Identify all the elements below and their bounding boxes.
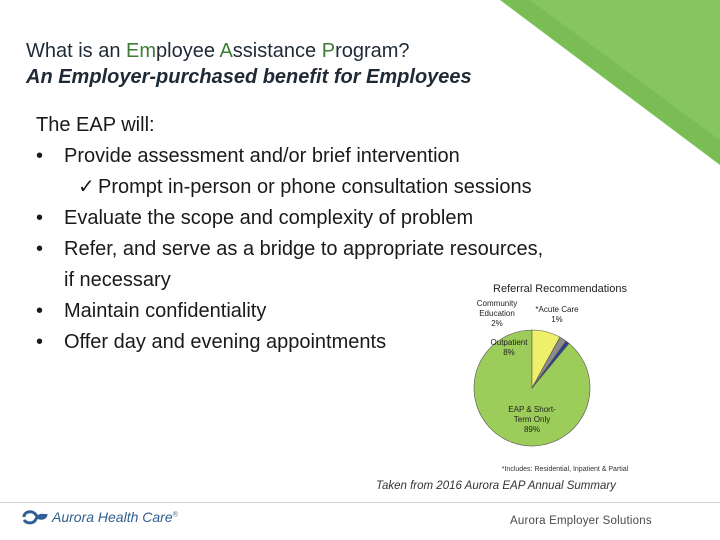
pie-label-line: 2%	[491, 319, 503, 328]
check-icon: ✓	[78, 176, 95, 198]
title-highlight: Em	[126, 40, 157, 62]
pie-label-line: Education	[479, 309, 515, 318]
pie-label-line: 1%	[551, 315, 563, 324]
referral-pie-chart	[440, 278, 680, 478]
pie-label	[477, 299, 517, 328]
logo-text	[52, 509, 178, 525]
title-highlight: P	[321, 40, 336, 62]
aurora-logo	[22, 507, 178, 527]
title-highlight: A	[219, 40, 233, 62]
title-part: ployee	[156, 40, 220, 62]
sub-bullet-text: Prompt in-person or phone consultation sessions	[98, 176, 532, 198]
bullet-text: Provide assessment and/or brief intervention	[64, 145, 460, 167]
bullet-dot: •	[36, 207, 44, 229]
footer-brand: Aurora Employer Solutions	[510, 515, 652, 527]
body-lead: The EAP will:	[36, 114, 155, 136]
slide-title	[26, 38, 666, 90]
pie-label-line: 89%	[523, 425, 541, 434]
bullet-item	[36, 141, 676, 172]
title-part: rogram?	[335, 40, 410, 62]
bullet-text: Refer, and serve as a bridge to appropriate resources,	[64, 238, 544, 260]
pie-label-line: *Acute Care	[535, 305, 579, 314]
pie-label-line: Term Only	[513, 415, 551, 424]
bullet-text: Maintain confidentiality	[64, 300, 267, 322]
footer-divider	[0, 502, 720, 503]
bullet-item	[36, 234, 676, 265]
logo-name: Aurora Health Care	[52, 509, 173, 525]
title-part: What is an	[26, 40, 127, 62]
bullet-text: Evaluate the scope and complexity of problem	[64, 207, 474, 229]
chart-footnote: *Includes: Residential, Inpatient & Partial	[501, 466, 629, 473]
bullet-item	[36, 203, 676, 234]
title-line-1	[26, 38, 666, 64]
bullet-text: Offer day and evening appointments	[64, 331, 387, 353]
bullet-dot: •	[36, 331, 44, 353]
pie-label-line: 8%	[503, 348, 515, 357]
bullet-dot: •	[36, 300, 44, 322]
bullet-dot: •	[36, 238, 44, 260]
pie-label-line: EAP & Short-	[508, 405, 556, 414]
title-part: ssistance	[232, 40, 322, 62]
pie-label-line: Outpatient	[490, 338, 528, 347]
pie-label	[535, 305, 579, 324]
aurora-logo-icon	[22, 508, 48, 526]
sub-bullet-item	[36, 172, 676, 203]
title-line-2: An Employer-purchased benefit for Employees	[26, 66, 472, 88]
logo-registered-mark: ®	[172, 511, 178, 519]
source-note: Taken from 2016 Aurora EAP Annual Summary	[376, 480, 616, 492]
pie-label-line: Community	[476, 299, 518, 308]
bullet-dot: •	[36, 145, 44, 167]
chart-title: Referral Recommendations	[493, 283, 627, 295]
bullet-continuation: if necessary	[64, 269, 171, 291]
